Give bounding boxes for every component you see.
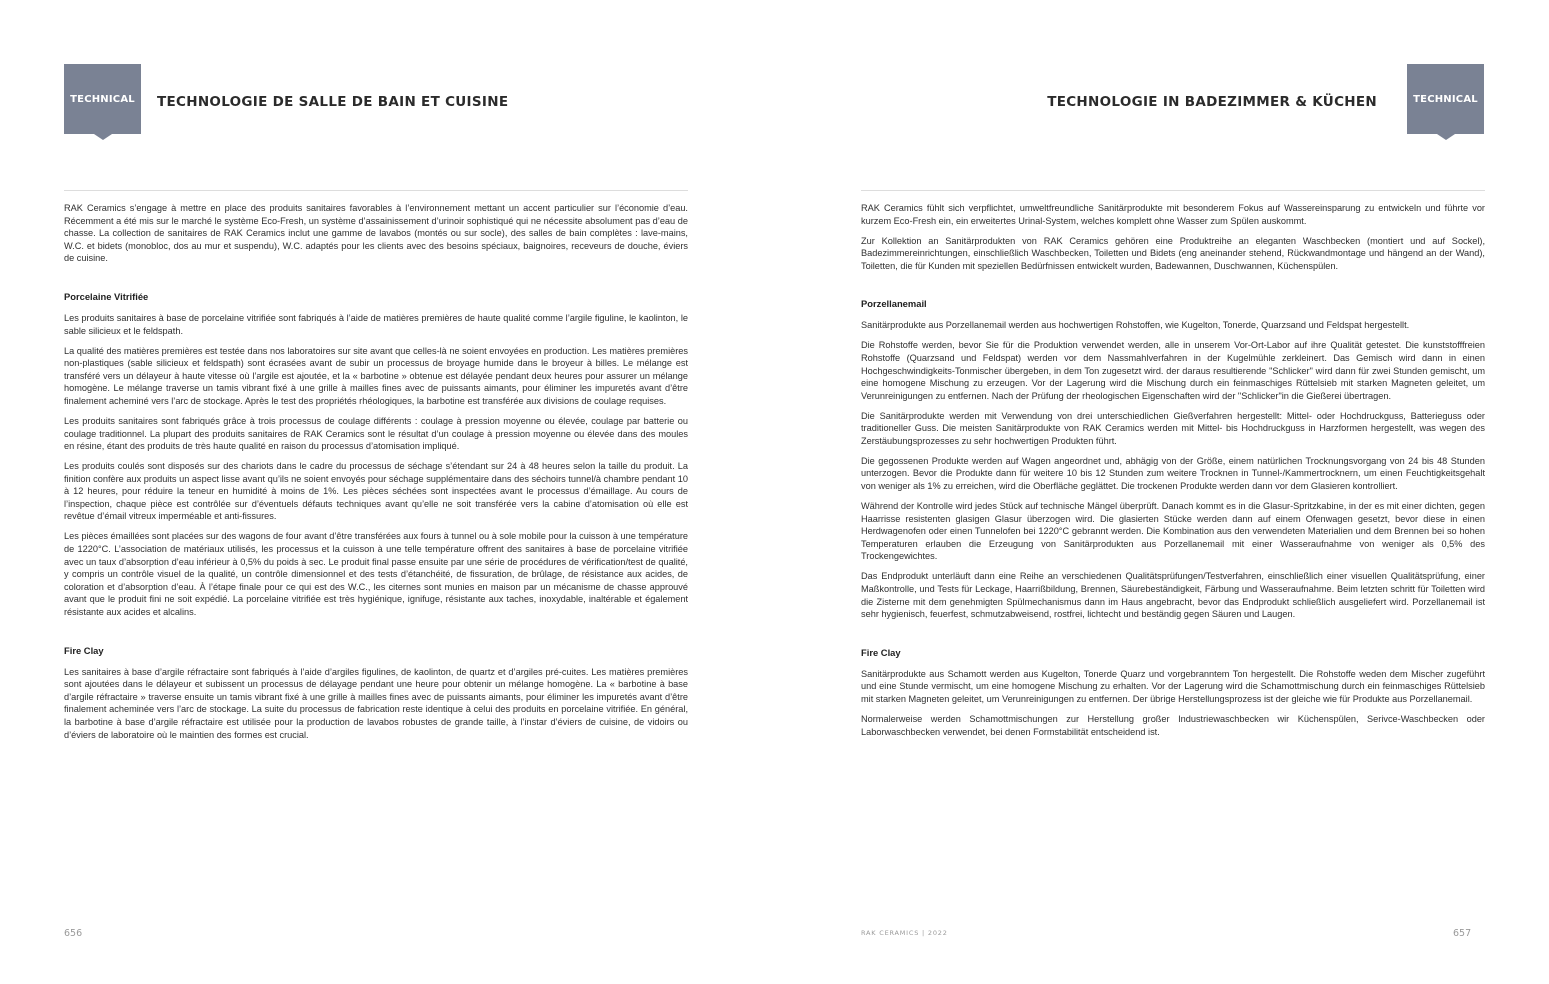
intro-paragraph: Zur Kollektion an Sanitärprodukten von RAK Ceramics gehören eine Produktreihe an eleganten Waschbecken (montiert und auf Sockel), Badezimmereinrichtungen, einschließlich Waschbecken, Toiletten und Bidets (eng aneinander stehend, Rückwandmontage und hängend an der Wand), Toiletten, die für Kunden mit speziellen Bedürfnissen entwickelt wurden, Badewannen, Duschwannen, Küchenspülen. (861, 235, 1485, 271)
intro-paragraph: RAK Ceramics fühlt sich verpflichtet, umweltfreundliche Sanitärprodukte mit besonderem Fokus auf Wassereinsparung zu entwickeln und führte vor kurzem Eco-Fresh ein, ein erweitertes Urinal-System, welches komplett ohne Wasser zum Spülen auskommt. (861, 203, 1485, 226)
paragraph: Während der Kontrolle wird jedes Stück auf technische Mängel überprüft. Danach kommt es in die Glasur-Spritzkabine, in der es mit einer dichten, gegen Haarrisse resistenten glasigen Glasur überzogen wird. Die glasierten Stücke werden dann auf einem Ofenwagen gesetzt, bevor diese in einen Herdwagenofen oder einen Tunnelofen bei 1220°C gebrannt werden. Die Kombination aus den verwendeten Materialien und dem Brennen bei so hohen Temperaturen erlauben die Erzeugung von Sanitärprodukten aus Porzellanemail mit einer Wasseraufnahme von weniger als 0,5% des Trockengewichtes. (861, 501, 1485, 562)
paragraph: Sanitärprodukte aus Porzellanemail werden aus hochwertigen Rohstoffen, wie Kugelton, Tonerde, Quarzsand und Feldspat hergestellt. (861, 320, 1410, 331)
page-number: 656 (64, 928, 83, 939)
paragraph: Sanitärprodukte aus Schamott werden aus Kugelton, Tonerde Quarz und vorgebranntem Ton hergestellt. Die Rohstoffe weden dem Mischer zugeführt und eine Stunde vermischt, um eine homogene Mischung zu erhalten. Vor der Lagerung wird die Schamottmischung durch ein feinmaschiges Rüttelsieb mit starken Magneten geleitet, um Verunreinigungen zu entfernen. Der übrige Herstellungsprozess ist der gleiche wie für Produkte aus Porzellanemail. (861, 668, 1485, 704)
section-heading: Fire Clay (861, 646, 901, 658)
section-heading: Porcelaine Vitrifiée (64, 290, 149, 302)
paragraph: Les produits coulés sont disposés sur des chariots dans le cadre du processus de séchage s’étendant sur 24 à 48 heures selon la taille du produit. La finition confère aux produits un aspect lisse avant qu’ils ne soient envoyés pour séchage supplémentaire dans des séchoirs tunnel/à chambre pendant 10 à 12 heures, pour réduire la teneur en humidité à moins de 1%. Les pièces séchées sont inspectées avant le processus d’émaillage. Au cours de l’inspection, chaque pièce est contrôlée sur d’éventuels défauts techniques avant qu’elle ne soit transférée vers la cabine d’atomisation où elle est revêtue d’émail vitreux imperméable et anti-fissures. (64, 461, 688, 522)
article-body (64, 202, 688, 749)
article-body (861, 202, 1485, 746)
paragraph: Les sanitaires à base d’argile réfractaire sont fabriqués à l’aide d’argiles figulines, de kaolinton, de quartz et d’argiles pré-cuites. Les matières premières sont ajoutées dans le délayeur et subissent un processus de délayage pendant une heure pour obtenir un mélange homogène. La « barbotine à base d’argile réfractaire » traverse ensuite un tamis vibrant fixé à une grille à mailles fines avec de puissants aimants, pour éliminer les impuretés avant d’être finalement acheminée vers l’arc de stockage. La suite du processus de fabrication reste identique à celui des produits en porcelaine vitrifiée. En général, la barbotine à base d’argile réfractaire est utilisée pour la production de lavabos robustes de grande taille, à l’instar d’éviers de cuisine, de vidoirs ou d’éviers de laboratoire où le maintien des formes est crucial. (64, 666, 688, 740)
paragraph: Das Endprodukt unterläuft dann eine Reihe an verschiedenen Qualitätsprüfungen/Testverfahren, einschließlich einer visuellen Qualitätsprüfung, einer Maßkontrolle, und Tests für Leckage, Haarrißbildung, Brennen, Säurebeständigkeit, Färbung und Wasseraufnahme. Beim letzten schritt für Toiletten wird die Zisterne mit dem genehmigten Spülmechanismus dann im Haus angebracht, bevor das Endprodukt schließlich ausgeliefert wird. Porzellanemail ist sehr hygienisch, feuerfest, schmutzabweisend, rostfrei, lichtecht und beständig gegen Säuren und Laugen. (861, 571, 1485, 620)
page-title: TECHNOLOGIE IN BADEZIMMER & KÜCHEN (1047, 94, 1377, 110)
technical-tab: TECHNICAL (1407, 64, 1484, 134)
technical-tab: TECHNICAL (64, 64, 141, 134)
paragraph: Die gegossenen Produkte werden auf Wagen angeordnet und, abhägig von der Größe, einem natürlichen Trocknungsvorgang von 24 bis 48 Stunden unterzogen. Bevor die Produkte dann für weitere 10 bis 12 Stunden zum weitere Trocknen in Tunnel-/Kammertrocknern, um einen Feuchtigkeitsgehalt von weniger als 1% zu erreichen, wird die Oberfläche geglättet. Die trockenen Produkte werden dann vor dem Glasieren kontrolliert. (861, 455, 1485, 492)
intro-paragraph: RAK Ceramics s’engage à mettre en place des produits sanitaires favorables à l’environnement mettant un accent particulier sur l’économie d’eau. Récemment a été mis sur le marché le système Eco-Fresh, un système d’assainissement d’urinoir sophistiqué qui ne nécessite absolument pas d’eau de chasse. La collection de sanitaires de RAK Ceramics inclut une gamme de lavabos (montés ou sur socle), des salles de bain complètes : lave-mains, W.C. et bidets (monobloc, dos au mur et suspendu), W.C. adaptés pour les clients avec des besoins spéciaux, baignoires, receveurs de douche, éviers de cuisine. (64, 203, 688, 264)
paragraph: Die Rohstoffe werden, bevor Sie für die Produktion verwendet werden, alle in unserem Vor-Ort-Labor auf ihre Qualität getestet. Die kunststofffreien Rohstoffe (Quarzsand und Feldspat) werden vor dem Nassmahlverfahren in der Kugelmühle zerkleinert. Das Gemisch wird dann in einen Hochgeschwindigkeits-Tonmischer übergeben, in dem Ton zugesetzt wird. der daraus resultierende "Schlicker" wird dann für zwei Stunden gemischt, um eine homogene Mischung zu erzeugen. Vor der Lagerung wird die Mischung durch ein feinmaschiges Rüttelsieb mit starken Magneten geleitet, um Verunreinigungen zu entfernen. Nach der Prüfung der rheologischen Eigenschaften wird der "Schlicker"in die Gießerei übertragen. (861, 340, 1485, 401)
paragraph: Normalerweise werden Schamottmischungen zur Herstellung großer Industriewaschbecken wir Küchenspülen, Serivce-Waschbecken oder Laborwaschbecken verwendet, bei denen Formstabilität entscheidend ist. (861, 713, 1485, 737)
section-heading: Fire Clay (64, 644, 104, 656)
footer-brand: RAK CERAMICS | 2022 (861, 929, 948, 937)
divider (861, 190, 1485, 191)
paragraph: Les pièces émaillées sont placées sur des wagons de four avant d’être transférées aux fours à tunnel ou à sole mobile pour la cuisson à une température de 1220°C. L’association de matériaux utilisés, les processus et la cuisson à une telle température offrent des sanitaires à base de porcelaine vitrifiée avec un taux d’absorption d’eau inférieur à 0,5% du poids à sec. Le produit final passe ensuite par une série de procédures de vérification/test de qualité, y compris un contrôle visuel de la qualité, un contrôle dimensionnel et des tests d’étanchéité, de fissuration, de brûlage, de résistance aux acides, de coloration et d’absorption d’eau. À l’étape finale pour ce qui est des W.C., les citernes sont munies en maison par un mécanisme de chasse approuvé avant que le produit fini ne soit expédié. La porcelaine vitrifiée est très hygiénique, ignifuge, résistante aux taches, inoxydable, inaltérable et également résistante aux acides et alcalins. (64, 531, 688, 617)
section-heading: Porzellanemail (861, 298, 927, 310)
paragraph: Die Sanitärprodukte werden mit Verwendung von drei unterschiedlichen Gießverfahren hergestellt: Mittel- oder Hochdruckguss, Batterieguss oder traditioneller Guss. Die meisten Sanitärprodukte von RAK Ceramics werden mit Mittel- bis Hochdruckguss in Harzformen hergestellt, was wegen des Zerstäubungsprozesses zu sehr hochwertigen Produkten führt. (861, 410, 1485, 446)
left-page (0, 0, 774, 984)
divider (64, 190, 688, 191)
paragraph: Les produits sanitaires sont fabriqués grâce à trois processus de coulage différents : coulage à pression moyenne ou élevée, coulage par batterie ou coulage traditionnel. La plupart des produits sanitaires de RAK Ceramics sont le résultat d’un coulage à pression moyenne ou élevée dans des moules en résine, étant des produits de très haute qualité en raison du processus d’atomisation impliqué. (64, 415, 688, 452)
page-title: TECHNOLOGIE DE SALLE DE BAIN ET CUISINE (157, 94, 509, 110)
paragraph: La qualité des matières premières est testée dans nos laboratoires sur site avant que celles-là ne soient envoyées en production. Les matières premières non-plastiques (sable silicieux et feldspath) sont écrasées avant de subir un processus de broyage humide dans le broyeur à billes. Le mélange est transféré vers un délayeur à haute vitesse où l’argile est ajoutée, et la « barbotine » obtenue est délayée pendant deux heures pour assurer un mélange homogène. Le mélange traverse un tamis vibrant fixé à une grille à mailles fines avec de puissants aimants, pour éliminer les impuretés avant d’être finalement acheminé vers l’arc de stockage. Après le test des propriétés rhéologiques, la barbotine est transférée aux divisions de coulage requises. (64, 345, 688, 406)
page-number: 657 (1453, 928, 1472, 939)
paragraph: Les produits sanitaires à base de porcelaine vitrifiée sont fabriqués à l’aide de matières premières de haute qualité comme l’argile figuline, le kaolinton, le sable silicieux et le feldspath. (64, 312, 688, 336)
right-page (775, 0, 1549, 984)
